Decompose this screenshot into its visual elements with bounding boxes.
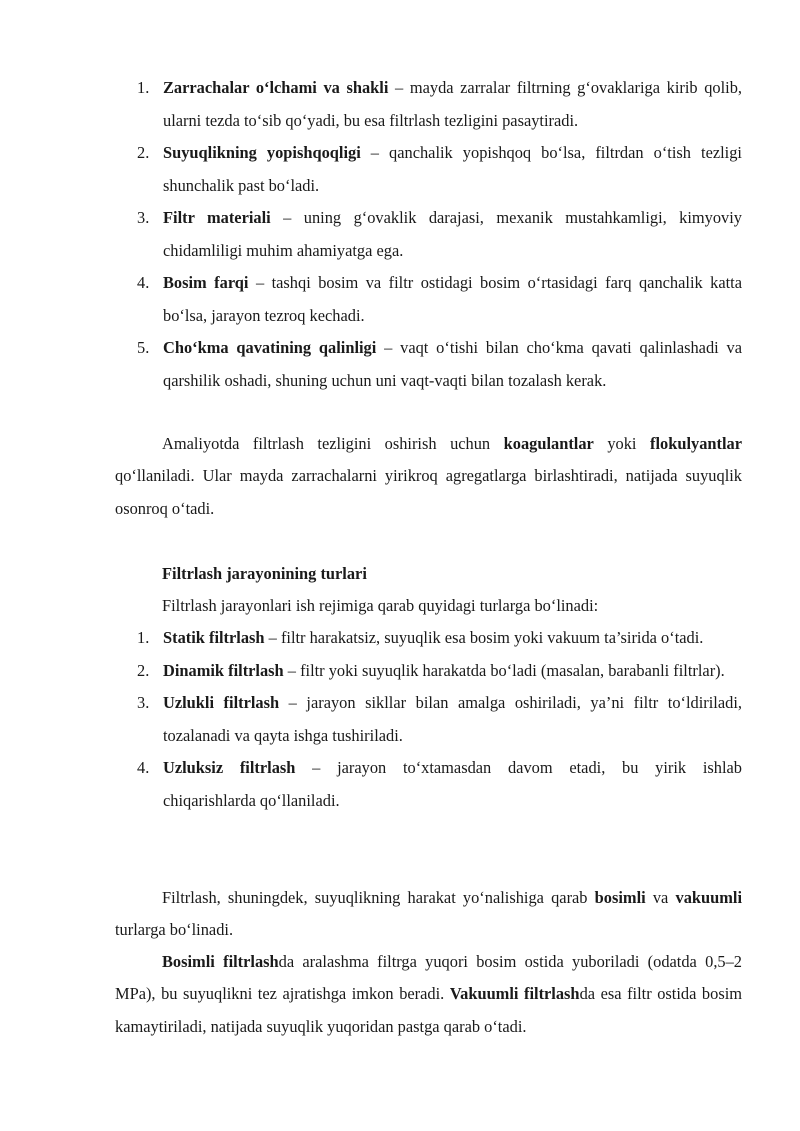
list-number: 1. — [137, 78, 150, 97]
list-text — [163, 752, 742, 817]
factors-list — [0, 72, 800, 397]
list-item — [0, 202, 800, 267]
list-term: Uzluksiz filtrlash — [163, 758, 296, 777]
list-number: 2. — [137, 143, 150, 162]
list-item — [0, 137, 800, 202]
types-list — [0, 622, 800, 817]
list-term: Suyuqlikning yopishqoqligi — [163, 143, 361, 162]
list-term: Bosim farqi — [163, 273, 249, 292]
list-item — [0, 655, 800, 688]
term-vacuum: vakuumli — [675, 888, 742, 907]
list-description: – tashqi bosim va filtr ostidagi bosim o‘rtasidagi farq qanchalik katta bo‘lsa, jarayon tezroq kechadi. — [163, 273, 742, 325]
list-text — [163, 72, 742, 137]
list-item — [0, 622, 800, 655]
list-text — [163, 687, 742, 752]
list-item — [0, 752, 800, 817]
paragraph-pressure-vacuum: Bosimli filtrlashda aralashma filtrga yuqori bosim ostida yuboriladi (odatda 0,5–2 MPa), bu suyuqlikni tez ajratishga imkon beradi. Vakuumli filtrlashda esa filtr ostida bosim kamaytiriladi, natijada suyuqlik yuqoridan pastga qarab o‘tadi. — [115, 952, 743, 1036]
section-intro: Filtrlash jarayonlari ish rejimiga qarab quyidagi turlarga bo‘linadi: — [162, 596, 599, 615]
list-text — [163, 202, 742, 267]
term-pressure-filtration: Bosimli filtrlash — [162, 952, 279, 971]
list-description: – filtr harakatsiz, suyuqlik esa bosim yoki vakuum ta’sirida o‘tadi. — [264, 628, 704, 647]
paragraph-direction: Filtrlash, shuningdek, suyuqlikning harakat yo‘nalishiga qarab bosimli va vakuumli turlarga bo‘linadi. — [115, 888, 742, 940]
list-term: Dinamik filtrlash — [163, 660, 284, 680]
list-term: Filtr materiali — [163, 208, 271, 227]
list-number: 3. — [137, 208, 150, 227]
list-description: – jarayon to‘xtamasdan davom etadi, bu yirik ishlab chiqarishlarda qo‘llaniladi. — [163, 758, 742, 810]
list-text — [163, 655, 742, 688]
list-text — [163, 137, 742, 202]
paragraph-coagulants: Amaliyotda filtrlash tezligini oshirish uchun koagulantlar yoki flokulyantlar qo‘llaniladi. Ular mayda zarrachalarni yirikroq agregatlarga birlashtiradi, natijada suyuqlik osonroq o‘tadi. — [115, 434, 742, 518]
list-term: Uzlukli filtrlash — [163, 693, 280, 712]
term-vacuum-filtration: Vakuumli filtrlash — [449, 984, 580, 1004]
list-number: 4. — [137, 758, 150, 777]
list-item — [0, 687, 800, 752]
list-item — [0, 267, 800, 332]
list-text — [163, 622, 742, 655]
list-number: 1. — [137, 628, 150, 647]
list-description: – vaqt o‘tishi bilan cho‘kma qavati qalinlashadi va qarshilik oshadi, shuning uchun uni vaqt-vaqti bilan tozalash kerak. — [163, 338, 742, 390]
term-coagulants: koagulantlar — [503, 434, 594, 453]
section-heading: Filtrlash jarayonining turlari — [162, 564, 367, 583]
list-term: Zarrachalar o‘lchami va shakli — [163, 78, 389, 97]
list-text — [163, 332, 742, 397]
list-description: – jarayon sikllar bilan amalga oshiriladi, ya’ni filtr to‘ldiriladi, tozalanadi va qayta ishga tushiriladi. — [163, 693, 742, 745]
list-number: 2. — [137, 660, 150, 680]
term-flocculants: flokulyantlar — [650, 434, 742, 453]
list-number: 4. — [137, 273, 150, 292]
list-description: – uning g‘ovaklik darajasi, mexanik mustahkamligi, kimyoviy chidamliligi muhim ahamiyatga ega. — [163, 208, 742, 260]
list-number: 3. — [137, 693, 150, 712]
list-description: – qanchalik yopishqoq bo‘lsa, filtrdan o‘tish tezligi shunchalik past bo‘ladi. — [163, 143, 742, 195]
list-description: – mayda zarralar filtrning g‘ovaklariga kirib qolib, ularni tezda to‘sib qo‘yadi, bu esa filtrlash tezligini pasaytiradi. — [163, 78, 742, 130]
list-item — [0, 72, 800, 137]
list-term: Statik filtrlash — [163, 628, 265, 647]
list-text — [163, 267, 742, 332]
list-item — [0, 332, 800, 397]
term-pressure: bosimli — [594, 888, 646, 907]
list-term: Cho‘kma qavatining qalinligi — [163, 338, 377, 357]
list-description: – filtr yoki suyuqlik harakatda bo‘ladi (masalan, barabanli filtrlar). — [283, 660, 725, 680]
list-number: 5. — [137, 338, 150, 357]
